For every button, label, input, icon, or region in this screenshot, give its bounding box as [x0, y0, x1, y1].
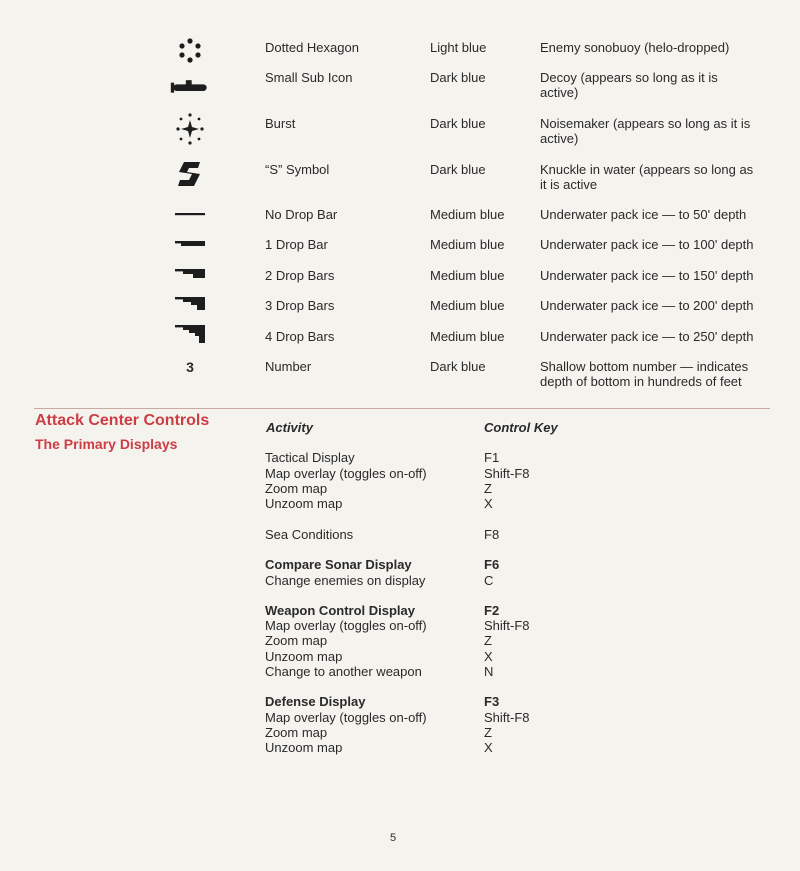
four-drop-bars-icon: [170, 323, 210, 345]
activity-label: Tactical Display: [265, 450, 355, 465]
section-divider: [34, 408, 770, 409]
symbol-color: Medium blue: [430, 207, 505, 222]
display-heading: Weapon Control Display: [265, 603, 415, 618]
symbol-description: Noisemaker (appears so long as it is active): [540, 116, 751, 146]
one-drop-bar-icon: [170, 233, 210, 255]
symbol-color: Dark blue: [430, 359, 486, 374]
number-icon: 3: [186, 358, 194, 375]
symbol-color: Dark blue: [430, 70, 486, 85]
activity-label: Map overlay (toggles on-off): [265, 618, 427, 633]
symbol-name: Dotted Hexagon: [265, 40, 359, 55]
activity-label: Zoom map: [265, 481, 328, 496]
activity-label: Sea Conditions: [265, 527, 354, 542]
symbol-name: 3 Drop Bars: [265, 298, 335, 313]
three-drop-bars-icon: [170, 293, 210, 315]
control-key: F1: [484, 450, 500, 465]
activity-label: Map overlay (toggles on-off): [265, 466, 427, 481]
symbol-description: Enemy sonobuoy (helo-dropped): [540, 40, 730, 55]
symbol-name: Number: [265, 359, 312, 374]
symbol-name: “S” Symbol: [265, 162, 330, 177]
symbol-description: Underwater pack ice — to 100' depth: [540, 237, 754, 252]
activity-label: Map overlay (toggles on-off): [265, 710, 427, 725]
no-drop-bar-icon: [170, 203, 210, 225]
activity-label: Unzoom map: [265, 649, 343, 664]
activity-label: Zoom map: [265, 633, 328, 648]
activity-label: Unzoom map: [265, 496, 343, 511]
symbol-description: Decoy (appears so long as it is active): [540, 70, 718, 100]
small-sub-icon: [170, 75, 210, 97]
control-key: F8: [484, 527, 500, 542]
display-heading: Compare Sonar Display: [265, 557, 412, 572]
control-key: C: [484, 573, 494, 588]
control-key: F3: [484, 694, 500, 709]
control-key: Shift-F8: [484, 618, 530, 633]
control-key: X: [484, 740, 493, 755]
symbol-color: Medium blue: [430, 329, 505, 344]
s-symbol-icon: [170, 163, 210, 185]
page-number: 5: [390, 832, 397, 844]
display-heading: Defense Display: [265, 694, 366, 709]
control-key: F2: [484, 603, 500, 618]
control-key: X: [484, 649, 493, 664]
control-key: Z: [484, 725, 492, 740]
activity-label: Unzoom map: [265, 740, 343, 755]
control-key: Z: [484, 481, 492, 496]
symbol-name: 2 Drop Bars: [265, 268, 335, 283]
symbol-description: Underwater pack ice — to 250' depth: [540, 329, 754, 344]
burst-icon: [170, 118, 210, 140]
symbol-description: Underwater pack ice — to 50' depth: [540, 207, 747, 222]
symbol-name: 4 Drop Bars: [265, 329, 335, 344]
symbol-name: No Drop Bar: [265, 207, 338, 222]
control-key: Shift-F8: [484, 466, 530, 481]
symbol-description: Knuckle in water (appears so long as it is active: [540, 162, 754, 192]
symbol-color: Light blue: [430, 40, 487, 55]
symbol-color: Dark blue: [430, 116, 486, 131]
symbol-description: Shallow bottom number — indicates depth of bottom in hundreds of feet: [540, 359, 749, 389]
symbol-color: Medium blue: [430, 298, 505, 313]
symbol-name: Small Sub Icon: [265, 70, 353, 85]
control-key: F6: [484, 557, 500, 572]
symbol-name: 1 Drop Bar: [265, 237, 328, 252]
symbol-description: Underwater pack ice — to 150' depth: [540, 268, 754, 283]
symbol-color: Dark blue: [430, 162, 486, 177]
section-subtitle: The Primary Displays: [35, 436, 178, 452]
control-key: Shift-F8: [484, 710, 530, 725]
activity-label: Change enemies on display: [265, 573, 426, 588]
control-key: X: [484, 496, 493, 511]
section-title: Attack Center Controls: [35, 412, 210, 429]
activity-column-header: Activity: [266, 420, 313, 435]
symbol-color: Medium blue: [430, 237, 505, 252]
control-key: N: [484, 664, 494, 679]
activity-label: Zoom map: [265, 725, 328, 740]
activity-label: Change to another weapon: [265, 664, 422, 679]
dotted-hexagon-icon: [170, 40, 210, 62]
two-drop-bars-icon: [170, 263, 210, 285]
control-key-column-header: Control Key: [484, 420, 558, 435]
control-key: Z: [484, 633, 492, 648]
symbol-description: Underwater pack ice — to 200' depth: [540, 298, 754, 313]
symbol-color: Medium blue: [430, 268, 505, 283]
symbol-name: Burst: [265, 116, 296, 131]
